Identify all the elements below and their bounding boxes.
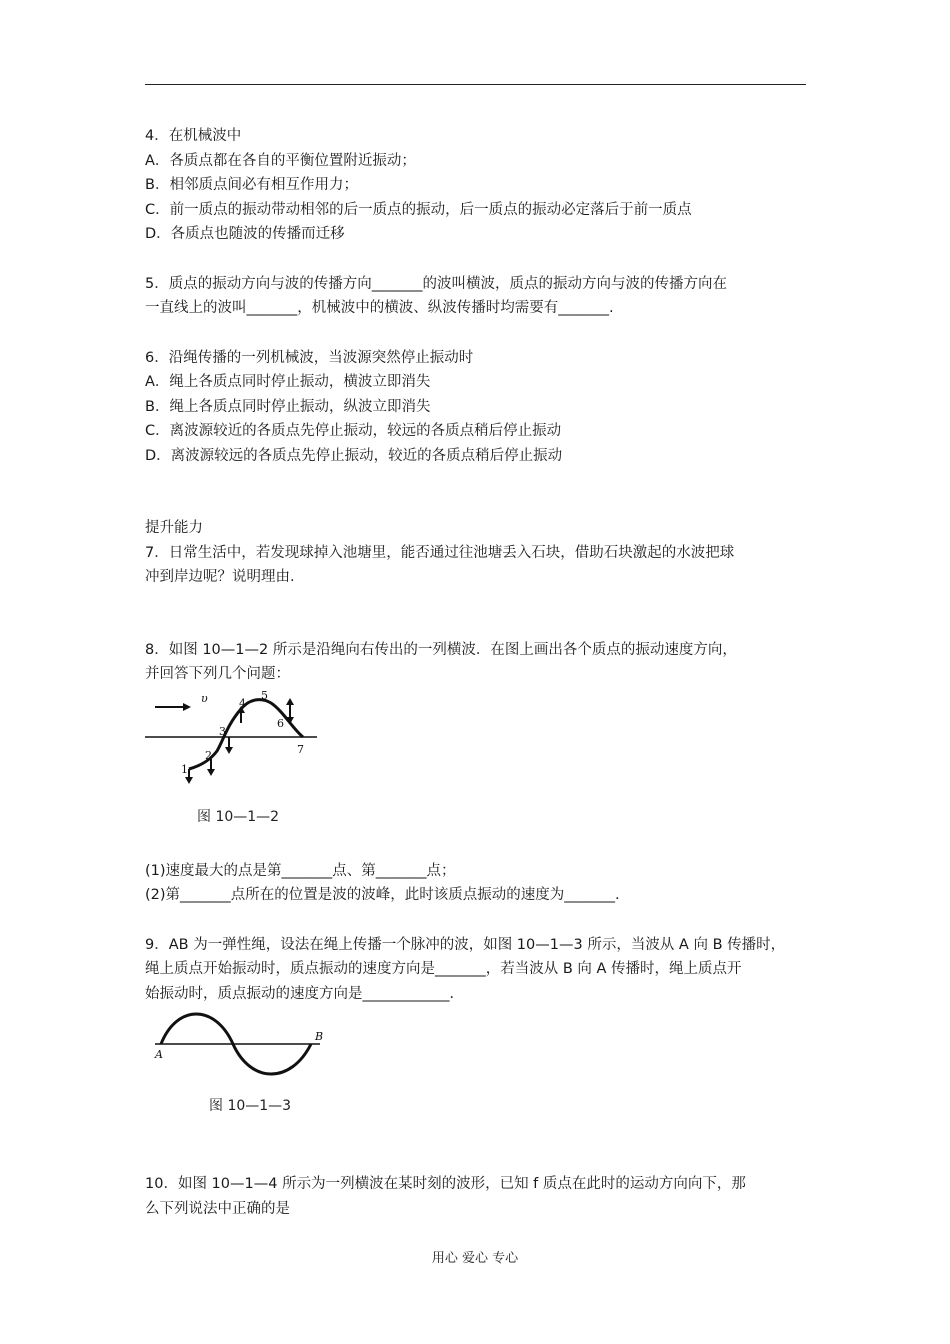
velocity-label: υ (201, 691, 208, 705)
figure-10-1-2 (145, 687, 325, 837)
page-content (145, 124, 810, 1221)
question-8-line-1: 8．如图 10—1—2 所示是沿绳向右传出的一列横波．在图上画出各个质点的振动速度方向， (145, 641, 737, 658)
point-label-4: 4 (239, 696, 246, 710)
question-10 (145, 1172, 810, 1221)
figure-10-1-3 (145, 1006, 335, 1124)
question-4-option-b: B．相邻质点间必有相互作用力； (145, 177, 358, 193)
header-rule (145, 84, 806, 85)
question-8-sub-1: (1)速度最大的点是第_______点、第_______点； (145, 862, 456, 879)
point-label-5: 5 (261, 688, 268, 702)
question-9-line-1: 9．AB 为一弹性绳，设法在绳上传播一个脉冲的波，如图 10—1—3 所示，当波从 A 向 B 传播时， (145, 936, 786, 953)
question-6-option-a: A．绳上各质点同时停止振动，横波立即消失 (145, 374, 431, 390)
question-7-line-2: 冲到岸边呢？说明理由. (145, 569, 295, 585)
question-5 (145, 272, 810, 321)
question-10-line-1: 10．如图 10—1—4 所示为一列横波在某时刻的波形，已知 f 质点在此时的运动方向向下，那 (145, 1176, 746, 1192)
question-4-option-a: A．各质点都在各自的平衡位置附近振动； (145, 152, 416, 169)
question-4-option-c: C．前一质点的振动带动相邻的后一质点的振动，后一质点的振动必定落后于前一质点 (145, 201, 692, 218)
question-9-line-3: 始振动时，质点振动的速度方向是____________． (145, 985, 464, 1002)
question-7-line-1: 7．日常生活中，若发现球掉入池塘里，能否通过往池塘丢入石块，借助石块激起的水波把球 (145, 544, 735, 561)
question-6-option-c: C．离波源较近的各质点先停止振动，较远的各质点稍后停止振动 (145, 423, 562, 439)
question-6-stem: 6．沿绳传播的一列机械波，当波源突然停止振动时 (145, 349, 474, 366)
question-6-option-d: D．离波源较远的各质点先停止振动，较近的各质点稍后停止振动 (145, 447, 563, 464)
question-10-line-2: 么下列说法中正确的是 (145, 1200, 290, 1217)
question-5-line-1: 5．质点的振动方向与波的传播方向_______的波叫横波，质点的振动方向与波的传播方向在 (145, 275, 727, 292)
question-6-option-b: B．绳上各质点同时停止振动，纵波立即消失 (145, 398, 431, 415)
figure-caption: 图 10—1—2 (197, 808, 280, 825)
point-label-3: 3 (219, 724, 226, 738)
question-8-line-2: 并回答下列几个问题： (145, 666, 290, 682)
question-8 (145, 638, 810, 908)
question-4-option-d: D．各质点也随波的传播而迁移 (145, 226, 345, 242)
question-9 (145, 933, 810, 1125)
question-7 (145, 541, 810, 590)
question-8-sub-2: (2)第_______点所在的位置是波的波峰，此时该质点振动的速度为_______. (145, 887, 620, 903)
section-title: 提升能力 (145, 520, 203, 536)
question-4-stem: 4．在机械波中 (145, 128, 242, 144)
label-b: B (315, 1030, 324, 1043)
question-4 (145, 124, 810, 247)
question-6 (145, 346, 810, 469)
label-a: A (155, 1048, 163, 1061)
question-5-line-2: 一直线上的波叫_______，机械波中的横波、纵波传播时均需要有_______. (145, 300, 614, 316)
point-label-2: 2 (205, 748, 212, 762)
point-label-6: 6 (277, 716, 284, 730)
question-9-line-2: 绳上质点开始振动时，质点振动的速度方向是_______，若当波从 B 向 A 传播时，绳上质点开 (145, 961, 742, 977)
point-label-7: 7 (297, 742, 304, 756)
point-label-1: 1 (181, 762, 188, 776)
figure-caption: 图 10—1—3 (209, 1098, 292, 1114)
page-footer: 用心 爱心 专心 (431, 1251, 519, 1266)
